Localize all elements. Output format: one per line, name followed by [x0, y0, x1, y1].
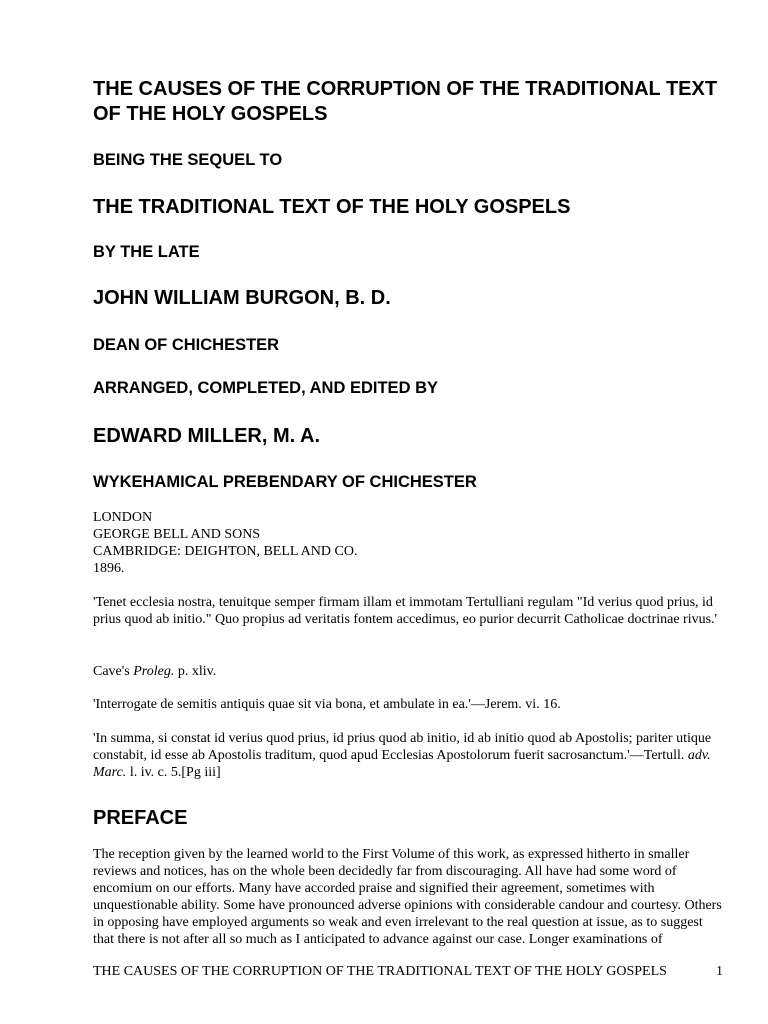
- imprint-block: [93, 509, 723, 577]
- imprint-publisher: GEORGE BELL AND SONS: [93, 527, 261, 542]
- document-title: THE CAUSES OF THE CORRUPTION OF THE TRADITIONAL TEXT OF THE HOLY GOSPELS: [93, 78, 718, 125]
- epigraph-1-text: 'Tenet ecclesia nostra, tenuitque semper firmam illam et immotam Tertulliani regulam "Id verius quod prius, id prius quod ab initio." Quo propius ad veritatis fontem accedimus, eo purior decurrit Catholicae doctrinae rivus.': [93, 595, 718, 627]
- epigraph-3: [93, 730, 723, 781]
- editor-role: WYKEHAMICAL PREBENDARY OF CHICHESTER: [93, 473, 477, 491]
- imprint-city: LONDON: [93, 510, 153, 525]
- epigraph-3-text: 'In summa, si constat id verius quod prius, id prius quod ab initio, id ab initio quod ab Apostolis; pariter utique constabit, id esse ab Apostolis traditum, quod apud Ecclesias Apostolorum fuerit sacrosanctum.'—Tertull.: [93, 731, 712, 763]
- epigraph-1-source: [93, 663, 723, 680]
- preface-body: [93, 846, 723, 948]
- epigraph-2: [93, 696, 723, 713]
- imprint-year: 1896.: [93, 561, 125, 576]
- subtitle-traditional-text: THE TRADITIONAL TEXT OF THE HOLY GOSPELS: [93, 196, 571, 218]
- preface-paragraph: The reception given by the learned world to the First Volume of this work, as expressed hitherto in smaller reviews and notices, has on the whole been decidedly far from discouraging. All have had some word of encomium on our efforts. Many have accorded praise and signified their agreement, sometimes with unquestionable ability. Some have pronounced adverse opinions with considerable candour and courtesy. Others in opposing have employed arguments so weak and even irrelevant to the real question at issue, as to suggest that there is not after all so much as I anticipated to advance against our case. Longer examinations of: [93, 847, 722, 947]
- epigraph-1-source-italic: Proleg.: [133, 664, 175, 679]
- epigraph-2-text: 'Interrogate de semitis antiquis quae sit via bona, et ambulate in ea.'—Jerem. vi. 16.: [93, 697, 561, 712]
- byline: BY THE LATE: [93, 243, 200, 261]
- page-number: 1: [716, 964, 723, 979]
- epigraph-3-suffix: l. iv. c. 5.[Pg iii]: [126, 765, 221, 780]
- imprint-cambridge: CAMBRIDGE: DEIGHTON, BELL AND CO.: [93, 544, 358, 559]
- author-role: DEAN OF CHICHESTER: [93, 336, 280, 354]
- preface-heading: PREFACE: [93, 807, 188, 829]
- epigraph-1: [93, 594, 723, 628]
- editor-name: EDWARD MILLER, M. A.: [93, 425, 321, 447]
- epigraph-1-source-prefix: Cave's: [93, 664, 134, 679]
- author-name: JOHN WILLIAM BURGON, B. D.: [93, 287, 391, 309]
- footer-title: THE CAUSES OF THE CORRUPTION OF THE TRADITIONAL TEXT OF THE HOLY GOSPELS: [93, 964, 667, 979]
- subtitle-sequel: BEING THE SEQUEL TO: [93, 151, 283, 169]
- epigraph-1-source-suffix: p. xliv.: [174, 664, 217, 679]
- arranged-by: ARRANGED, COMPLETED, AND EDITED BY: [93, 379, 438, 397]
- epigraph-3-italic: adv. Marc.: [93, 748, 711, 780]
